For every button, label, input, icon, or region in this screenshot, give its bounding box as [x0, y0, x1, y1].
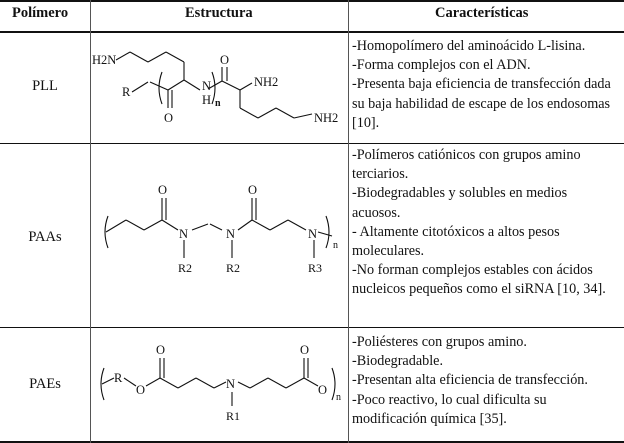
- pll-label-h: H: [202, 93, 212, 107]
- characteristic-item: - Altamente citotóxicos a altos pesos moleculares.: [352, 223, 560, 260]
- characteristics-paas: [352, 146, 618, 300]
- header-polymer: Polímero: [12, 5, 69, 21]
- row-divider: [0, 143, 624, 144]
- paes-label-n: N: [226, 377, 236, 391]
- table-top-rule: [0, 0, 624, 2]
- polymer-name-pll: PLL: [32, 78, 58, 94]
- characteristic-item: -Biodegradables y solubles en medios acuosos.: [352, 185, 568, 221]
- pll-label-o1: O: [164, 111, 174, 125]
- pll-label-nh2-b: NH2: [314, 111, 339, 125]
- polymer-name-paes: PAEs: [29, 376, 61, 392]
- paes-label-o4: O: [318, 383, 328, 397]
- characteristic-item: -Biodegradable.: [352, 353, 443, 370]
- characteristics-pll: [352, 37, 618, 133]
- header-structure: Estructura: [185, 5, 253, 21]
- paes-bonds: [101, 358, 335, 406]
- characteristic-item: -Poliésteres con grupos amino.: [352, 334, 527, 350]
- paes-label-o1: O: [156, 343, 166, 357]
- row-divider: [0, 327, 624, 328]
- paas-label-r2a: R2: [178, 261, 193, 275]
- paas-label-n1: N: [179, 227, 189, 241]
- characteristic-item: -Poco reactivo, lo cual dificulta su modificación química [35].: [352, 391, 547, 427]
- paas-structure-diagram: [92, 146, 346, 326]
- pll-label-r: R: [122, 85, 131, 99]
- pll-bonds: [116, 52, 312, 118]
- paas-label-r2b: R2: [226, 261, 241, 275]
- paes-label-r1: R1: [226, 409, 241, 423]
- characteristic-item: -Homopolímero del aminoácido L-lisina.: [352, 38, 586, 54]
- characteristic-item: -No forman complejos estables con ácidos nucleicos pequeños como el siRNA [10, 34].: [352, 262, 606, 298]
- characteristic-item: -Presentan alta eficiencia de transfección.: [352, 372, 588, 389]
- characteristic-item: -Polímeros catiónicos con grupos amino terciarios.: [352, 147, 581, 183]
- paas-label-o1: O: [158, 183, 168, 197]
- pll-label-o2: O: [220, 53, 230, 67]
- characteristic-item: -Presenta baja eficiencia de transfección dada su baja habilidad de escape de los endosomas [10].: [352, 76, 611, 131]
- pll-label-n: N: [202, 79, 212, 93]
- paas-bonds: [105, 198, 332, 258]
- paas-label-r3: R3: [308, 261, 323, 275]
- pll-label-nh2-a: NH2: [254, 75, 279, 89]
- paes-label-r: R: [114, 371, 123, 385]
- characteristic-item: -Forma complejos con el ADN.: [352, 57, 531, 74]
- pll-structure-diagram: [92, 34, 346, 142]
- paas-label-n2: N: [226, 227, 236, 241]
- column-divider: [90, 0, 91, 443]
- pll-label-h2n: H2N: [92, 53, 117, 67]
- pll-label-subscript-n: n: [215, 98, 221, 109]
- characteristics-paes: [352, 333, 618, 429]
- paes-label-subscript-n: n: [336, 392, 341, 403]
- paes-label-o3: O: [300, 343, 310, 357]
- column-divider: [348, 0, 349, 443]
- header-characteristics: Características: [435, 5, 529, 21]
- paas-label-o2: O: [248, 183, 258, 197]
- paes-label-o2: O: [136, 383, 146, 397]
- polymer-name-paas: PAAs: [28, 229, 62, 245]
- header-rule: [0, 31, 624, 33]
- paas-label-subscript-n: n: [333, 240, 338, 251]
- paes-structure-diagram: [92, 330, 346, 440]
- paas-label-n3: N: [308, 227, 318, 241]
